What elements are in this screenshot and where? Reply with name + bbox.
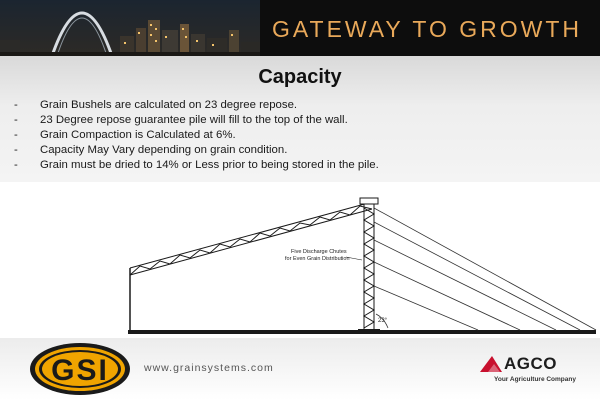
bullet-item xyxy=(14,98,584,113)
bullet-marker: - xyxy=(14,99,18,111)
agco-triangle-icon xyxy=(478,354,504,374)
banner-title: GATEWAY TO GROWTH xyxy=(272,16,582,42)
gsi-logo xyxy=(28,341,132,397)
callout-line-1: Five Discharge Chutes xyxy=(291,249,347,255)
city-skyline-image xyxy=(0,0,260,56)
bullet-text: Grain Bushels are calculated on 23 degree repose. xyxy=(40,99,298,111)
bullet-marker: - xyxy=(14,114,18,126)
bullet-item xyxy=(14,158,584,173)
bullet-item xyxy=(14,143,584,158)
content-panel xyxy=(0,56,600,182)
bullet-item xyxy=(14,113,584,128)
website-link[interactable]: www.grainsystems.com xyxy=(144,362,274,374)
grain-pile-diagram xyxy=(0,182,600,338)
agco-name: AGCO xyxy=(504,354,557,373)
bullet-text: Grain must be dried to 14% or Less prior to being stored in the pile. xyxy=(40,159,379,171)
agco-tagline: Your Agriculture Company xyxy=(494,376,576,383)
agco-logo xyxy=(478,352,588,392)
bullet-text: Grain Compaction is Calculated at 6%. xyxy=(40,129,236,141)
angle-label: 23° xyxy=(378,318,388,324)
bullet-list xyxy=(14,98,584,173)
callout-line-2: for Even Grain Distribution xyxy=(285,256,350,262)
bullet-text: 23 Degree repose guarantee pile will fill to the top of the wall. xyxy=(40,114,348,126)
bullet-marker: - xyxy=(14,159,18,171)
bullet-marker: - xyxy=(14,129,18,141)
slide-heading: Capacity xyxy=(258,66,342,88)
header-banner xyxy=(0,0,600,56)
bullet-item xyxy=(14,128,584,143)
footer xyxy=(0,338,600,400)
bullet-marker: - xyxy=(14,144,18,156)
bullet-text: Capacity May Vary depending on grain condition. xyxy=(40,144,288,156)
gsi-logo-text: GSI xyxy=(51,354,109,387)
